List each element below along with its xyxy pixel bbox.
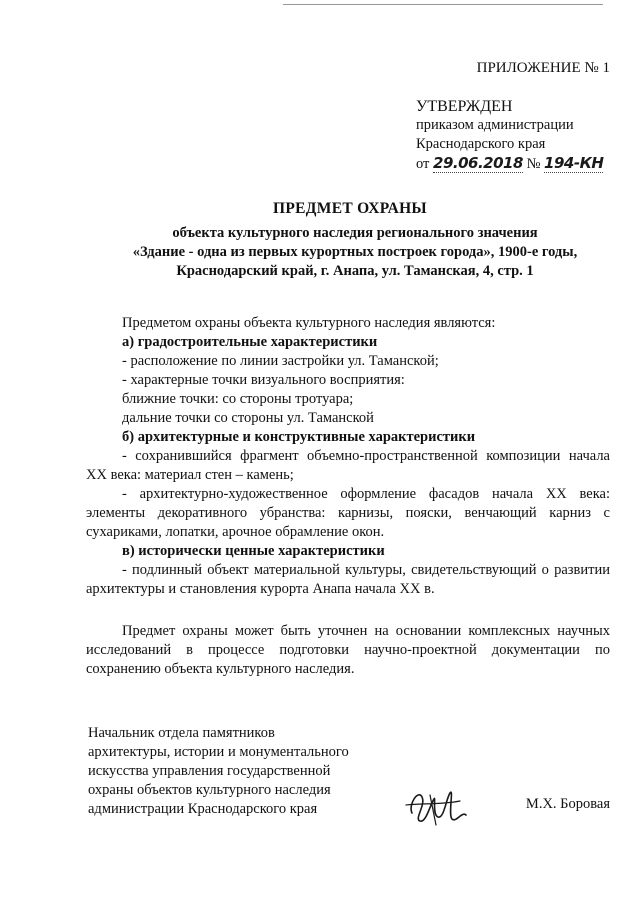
intro-paragraph: Предметом охраны объекта культурного наследия являются:: [122, 315, 496, 331]
position-line: охраны объектов культурного наследия: [88, 782, 331, 798]
approval-block: [416, 97, 603, 174]
signer-name: М.Х. Боровая: [525, 796, 610, 812]
number-prefix: №: [526, 156, 541, 172]
handwritten-number: 194-КН: [544, 154, 604, 172]
section-a-heading: а) градостроительные характеристики: [122, 334, 378, 350]
paragraph-gap: [86, 599, 610, 622]
title-sub-line: объекта культурного наследия регионального значения: [172, 225, 538, 241]
document-body: [86, 314, 610, 679]
position-line: искусства управления государственной: [88, 763, 331, 779]
section-b-heading: б) архитектурные и конструктивные характеристики: [122, 429, 476, 445]
approval-heading: УТВЕРЖДЕН: [416, 98, 513, 115]
handwritten-signature: [400, 775, 480, 835]
date-prefix: от: [416, 156, 430, 172]
position-line: архитектуры, истории и монументального: [88, 744, 349, 760]
section-a-item: - расположение по линии застройки ул. Таманской;: [122, 353, 439, 369]
title-sub-line: Краснодарский край, г. Анапа, ул. Таманская, 4, стр. 1: [176, 263, 534, 279]
approval-line: Краснодарского края: [416, 136, 546, 152]
section-c-item: - подлинный объект материальной культуры, свидетельствующий о развитии архитектуры и становления курорта Анапа начала XX в.: [86, 562, 610, 597]
approval-line: приказом администрации: [416, 117, 574, 133]
appendix-label: ПРИЛОЖЕНИЕ № 1: [476, 60, 610, 76]
order-date-number: [416, 154, 603, 174]
section-b-item: - сохранившийся фрагмент объемно-пространственной композиции начала XX века: материал стен – камень;: [86, 448, 610, 483]
title-main: ПРЕДМЕТ ОХРАНЫ: [273, 200, 427, 217]
document-title: [0, 200, 640, 281]
title-sub-line: «Здание - одна из первых курортных построек города», 1900-е годы,: [132, 244, 578, 260]
note-paragraph: Предмет охраны может быть уточнен на основании комплексных научных исследований в процессе подготовки научно-проектной документации по сохранению объекта культурного наследия.: [86, 623, 610, 677]
section-a-item: - характерные точки визуального восприятия:: [122, 372, 405, 388]
section-a-item: ближние точки: со стороны тротуара;: [122, 391, 354, 407]
position-line: Начальник отдела памятников: [88, 725, 275, 741]
section-b-item: - архитектурно-художественное оформление фасадов начала XX века: элементы декоративного убранства: карнизы, пояски, венчающий карниз с сухариками, лопатки, арочное обрамление окон.: [86, 486, 610, 540]
handwritten-date: 29.06.2018: [433, 154, 523, 172]
section-c-heading: в) исторически ценные характеристики: [122, 543, 385, 559]
top-border-line: [283, 4, 603, 5]
signatory-position: [88, 724, 388, 819]
title-subtitle: [0, 224, 640, 281]
section-a-item: дальние точки со стороны ул. Таманской: [122, 410, 374, 426]
position-line: администрации Краснодарского края: [88, 801, 318, 817]
